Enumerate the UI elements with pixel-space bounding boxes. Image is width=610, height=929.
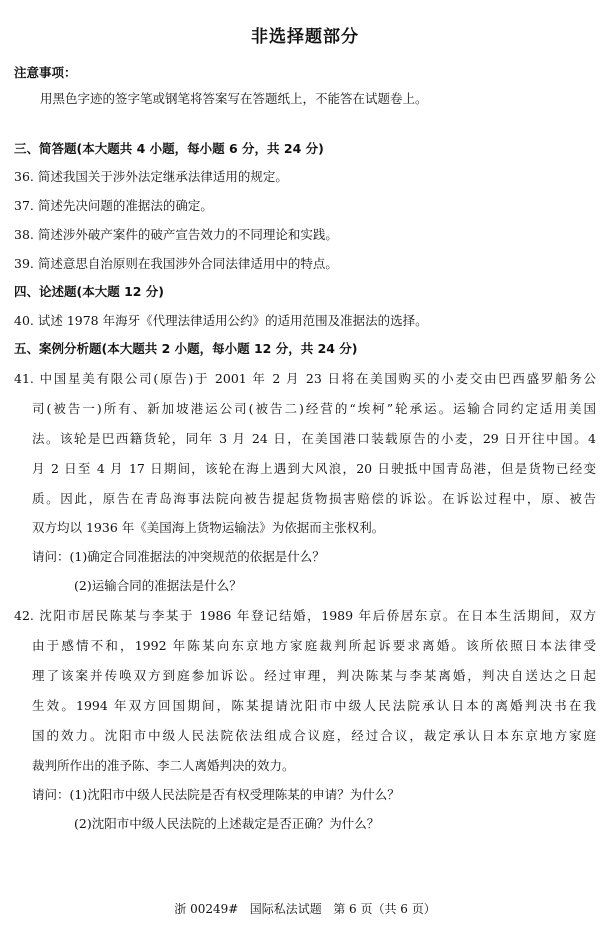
question-37: 37. 简述先决问题的准据法的确定。 xyxy=(14,198,213,213)
section3-heading: 三、简答题(本大题共 4 小题，每小题 6 分，共 24 分) xyxy=(14,141,324,156)
q42-line-1: 42. 沈阳市居民陈某与李某于 1986 年登记结婚，1989 年后侨居东京。在日本生活期间，双方 xyxy=(14,608,596,623)
q42-line-6: 裁判所作出的准予陈、李二人离婚判决的效力。 xyxy=(32,758,295,773)
question-36: 36. 简述我国关于涉外法定继承法律适用的规定。 xyxy=(14,169,288,184)
section5-heading: 五、案例分析题(本大题共 2 小题，每小题 12 分，共 24 分) xyxy=(14,341,358,356)
question-38: 38. 简述涉外破产案件的破产宣告效力的不同理论和实践。 xyxy=(14,227,338,242)
q41-line-5: 质。因此，原告在青岛海事法院向被告提起货物损害赔偿的诉讼。在诉讼过程中，原、被告 xyxy=(32,491,596,506)
q42-line-3: 理了该案并传唤双方到庭参加诉讼。经过审理，判决陈某与李某离婚，判决自送达之日起 xyxy=(32,668,596,683)
question-39: 39. 简述意思自治原则在我国涉外合同法律适用中的特点。 xyxy=(14,256,338,271)
q41-line-3: 法。该轮是巴西籍货轮，同年 3 月 24 日，在美国港口装载原告的小麦，29 日开往中国。4 xyxy=(32,431,596,446)
notice-heading: 注意事项： xyxy=(14,65,77,80)
q42-ask-1: 请问：(1)沈阳市中级人民法院是否有权受理陈某的申请？为什么？ xyxy=(32,787,400,802)
q41-line-4: 月 2 日至 4 月 17 日期间，该轮在海上遇到大风浪，20 日驶抵中国青岛港，但是货物已经变 xyxy=(32,461,596,476)
question-40: 40. 试述 1978 年海牙《代理法律适用公约》的适用范围及准据法的选择。 xyxy=(14,313,428,328)
page-title: 非选择题部分 xyxy=(251,27,359,47)
notice-text: 用黑色字迹的签字笔或钢笔将答案写在答题纸上，不能答在试题卷上。 xyxy=(40,91,428,106)
q41-line-1: 41. 中国星美有限公司(原告)于 2001 年 2 月 23 日将在美国购买的小麦交由巴西盛罗船务公 xyxy=(14,371,596,386)
q41-line-2: 司(被告一)所有、新加坡港运公司(被告二)经营的“埃柯”轮承运。运输合同约定适用美国 xyxy=(32,401,596,416)
q42-ask-2: (2)沈阳市中级人民法院的上述裁定是否正确？为什么？ xyxy=(74,816,380,831)
q41-line-6: 双方均以 1936 年《美国海上货物运输法》为依据而主张权利。 xyxy=(32,520,385,535)
section4-heading: 四、论述题(本大题 12 分) xyxy=(14,284,165,299)
q42-line-4: 生效。1994 年双方回国期间，陈某提请沈阳市中级人民法院承认日本的离婚判决书在我 xyxy=(32,698,596,713)
q42-line-5: 国的效力。沈阳市中级人民法院依法组成合议庭，经过合议，裁定承认日本东京地方家庭 xyxy=(32,728,596,743)
q42-line-2: 由于感情不和，1992 年陈某向东京地方家庭裁判所起诉要求离婚。该所依照日本法律受 xyxy=(32,638,596,653)
q41-ask-1: 请问：(1)确定合同准据法的冲突规范的依据是什么？ xyxy=(32,549,325,564)
q41-ask-2: (2)运输合同的准据法是什么？ xyxy=(74,578,242,593)
page-footer: 浙 00249# 国际私法试题 第 6 页（共 6 页） xyxy=(174,902,436,916)
